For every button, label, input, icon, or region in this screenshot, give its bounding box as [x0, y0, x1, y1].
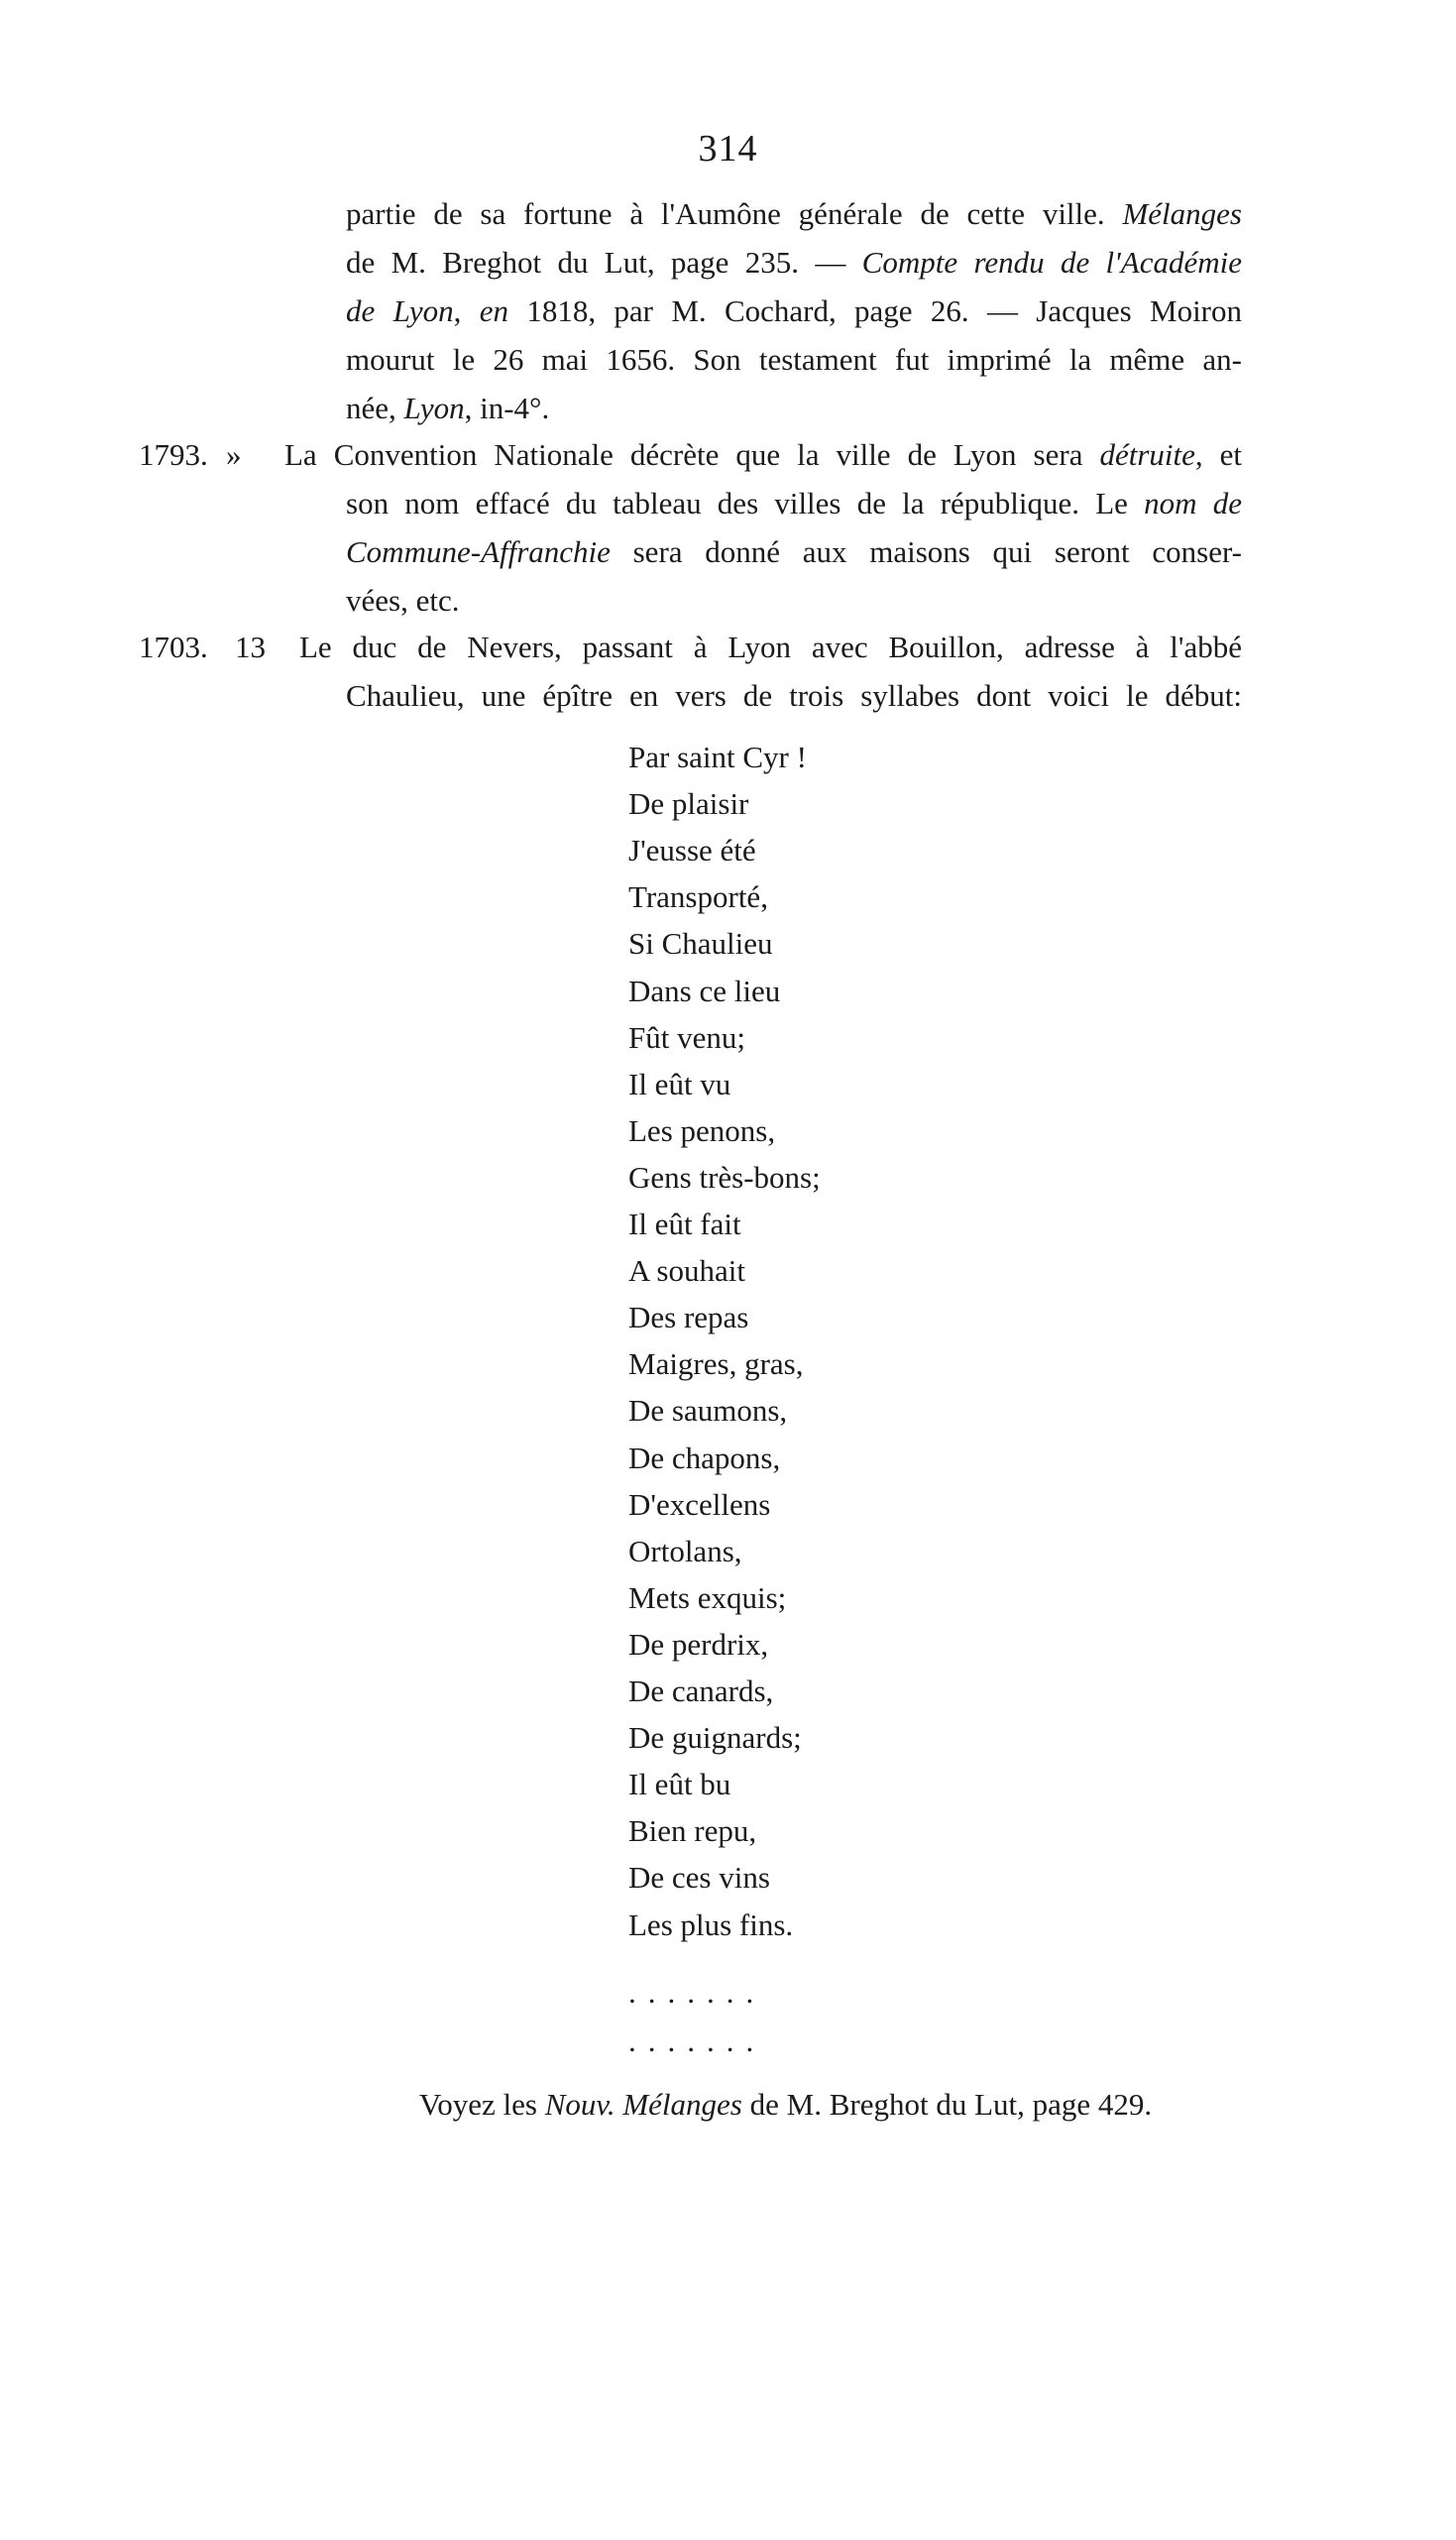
text-line: [346, 247, 1242, 278]
poem-line: Des repas: [628, 1300, 749, 1334]
italic-text: nom de: [1144, 486, 1242, 520]
text-line: [346, 295, 1242, 326]
poem-line: Les plus fins.: [628, 1907, 794, 1942]
text-run: de M. Breghot du Lut, page 235. —: [346, 245, 862, 280]
entry-year: 1703.: [139, 630, 208, 664]
italic-text: détruite: [1099, 437, 1195, 472]
poem-line: A souhait: [628, 1253, 745, 1288]
italic-text: Nouv. Mélanges: [544, 2087, 742, 2122]
entry-text-line: [346, 488, 1242, 519]
poem-line: De plaisir: [628, 786, 749, 821]
poem-line: Mets exquis;: [628, 1580, 787, 1615]
ellipsis-row: .......: [628, 2023, 766, 2058]
italic-text: Commune-Affranchie: [346, 534, 611, 569]
text-run: Chaulieu, une épître en vers de trois syllabes dont voici le début:: [346, 678, 1242, 713]
entry-text-line: [346, 536, 1242, 567]
poem-line: Il eût fait: [628, 1207, 741, 1241]
poem-line: De saumons,: [628, 1393, 788, 1428]
poem-line: De ces vins: [628, 1860, 770, 1895]
text-run: ,: [453, 293, 480, 328]
text-run: de M. Breghot du Lut, page 429.: [741, 2087, 1153, 2122]
poem-line: Les penons,: [628, 1113, 776, 1148]
text-run: La Convention Nationale décrète que la ville de Lyon sera: [284, 437, 1100, 472]
text-run: son nom effacé du tableau des villes de la république. Le: [346, 486, 1145, 520]
poem-line: Ortolans,: [628, 1534, 742, 1568]
text-run: , et: [1194, 437, 1242, 472]
entry-text-line: [346, 585, 459, 616]
text-run: , in-4°.: [464, 391, 550, 425]
poem-line: Gens très-bons;: [628, 1160, 821, 1195]
poem-line: J'eusse été: [628, 833, 756, 867]
poem-line: Par saint Cyr !: [628, 740, 807, 774]
text-line: [346, 198, 1242, 229]
entry-day: »: [226, 437, 242, 472]
poem-line: Bien repu,: [628, 1813, 757, 1848]
italic-text: Mélanges: [1122, 196, 1242, 231]
poem-line: De guignards;: [628, 1720, 802, 1755]
poem-line: Dans ce lieu: [628, 974, 781, 1008]
entry-text-line: [284, 439, 1242, 470]
source-note: [387, 2087, 1184, 2123]
text-line: [346, 344, 1242, 375]
poem-line: De chapons,: [628, 1441, 781, 1475]
text-run: Voyez les: [418, 2087, 545, 2122]
text-run: Le duc de Nevers, passant à Lyon avec Bouillon, adresse à l'abbé: [299, 630, 1242, 664]
italic-text: Lyon: [403, 391, 465, 425]
text-line: [346, 393, 549, 423]
text-run: née,: [346, 391, 404, 425]
poem-line: Fût venu;: [628, 1020, 745, 1055]
poem-line: Transporté,: [628, 879, 768, 914]
entry-day: 13: [235, 630, 266, 664]
text-run: sera donné aux maisons qui seront conser-: [610, 534, 1242, 569]
page-number: 314: [698, 128, 758, 170]
entry-text-line: [299, 632, 1242, 662]
text-run: vées, etc.: [346, 583, 460, 618]
text-run: 1818, par M. Cochard, page 26. — Jacques Moiron: [508, 293, 1243, 328]
text-run: mourut le 26 mai 1656. Son testament fut imprimé la même an-: [346, 342, 1242, 377]
poem-line: Maigres, gras,: [628, 1346, 804, 1381]
text-run: partie de sa fortune à l'Aumône générale de cette ville.: [346, 196, 1123, 231]
poem-line: Il eût vu: [628, 1067, 731, 1101]
italic-text: Compte rendu de l'Académie: [861, 245, 1242, 280]
italic-text: de Lyon: [346, 293, 454, 328]
entry-year: 1793.: [139, 437, 208, 472]
poem-line: Il eût bu: [628, 1767, 731, 1801]
poem-line: D'excellens: [628, 1487, 771, 1522]
poem-line: Si Chaulieu: [628, 926, 773, 961]
poem-line: De canards,: [628, 1674, 774, 1708]
italic-text: en: [479, 293, 509, 328]
poem-line: De perdrix,: [628, 1627, 769, 1662]
entry-text-line: [346, 680, 1242, 711]
ellipsis-row: .......: [628, 1975, 766, 2010]
